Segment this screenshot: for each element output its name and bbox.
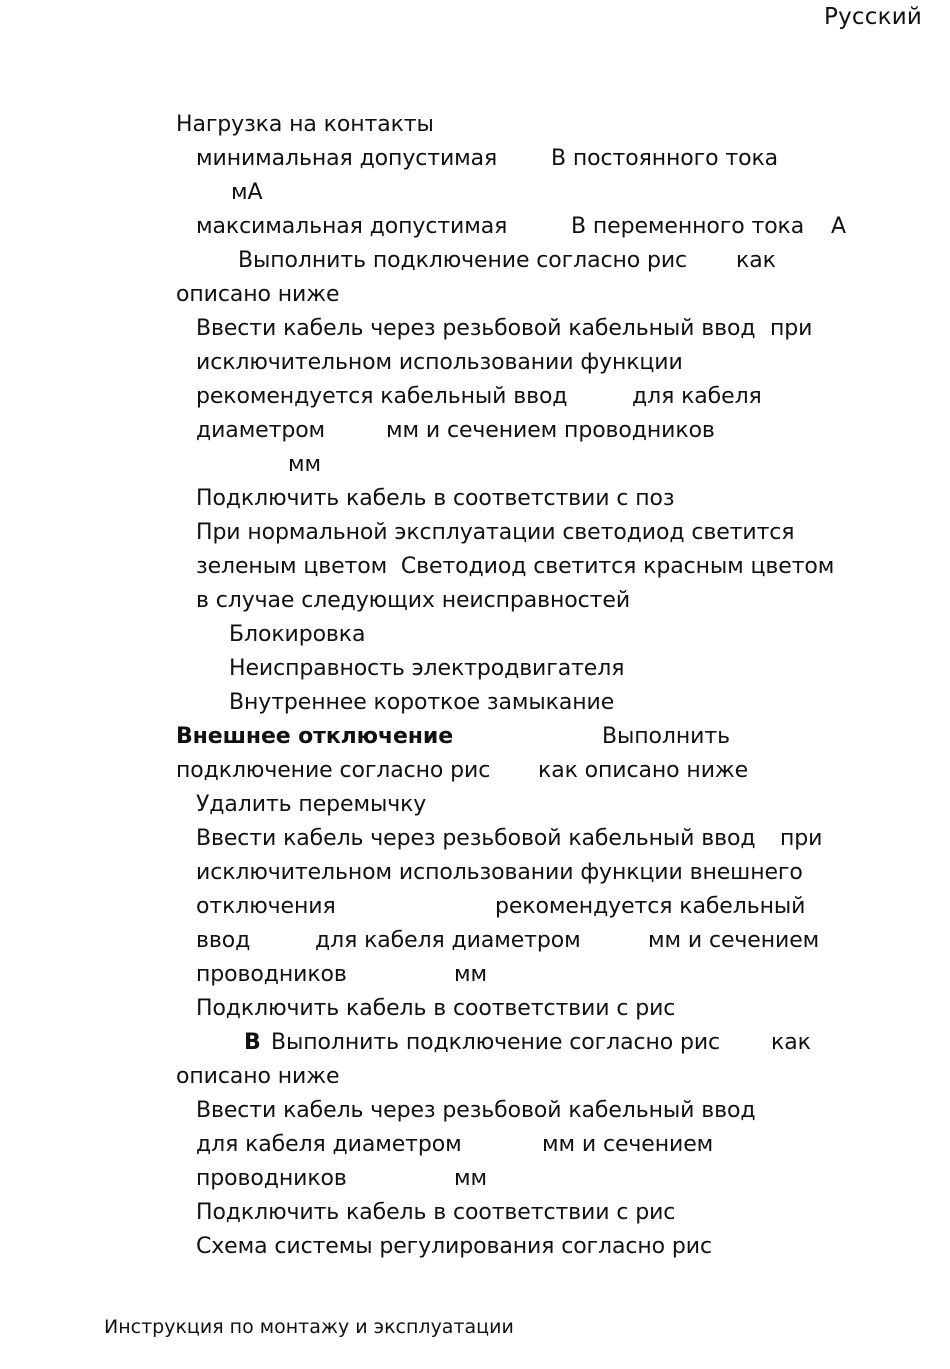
text-line: Выполнить подключение согласно рис	[271, 1030, 721, 1055]
text-line: описано ниже	[176, 1064, 340, 1089]
text-line: мм	[454, 962, 487, 987]
text-line: Ввести кабель через резьбовой кабельный ввод	[196, 316, 756, 341]
text-line: для кабеля диаметром	[196, 1132, 462, 1157]
text-line: отключения	[196, 894, 336, 919]
text-line: Подключить кабель в соответствии с рис	[196, 1200, 676, 1225]
text-line: исключительном использовании функции	[196, 350, 683, 375]
text-line: рекомендуется кабельный	[495, 894, 806, 919]
text-line: Подключить кабель в соответствии с поз	[196, 486, 675, 511]
section-letter: B	[244, 1030, 261, 1055]
text-line: мм и сечением	[648, 928, 820, 953]
text-line: В постоянного тока	[551, 146, 779, 171]
text-line: диаметром	[196, 418, 326, 443]
text-line: при	[780, 826, 823, 851]
text-line: описано ниже	[176, 282, 340, 307]
text-line: мм и сечением	[542, 1132, 714, 1157]
text-line: как	[771, 1030, 811, 1055]
footer-text: Инструкция по монтажу и эксплуатации	[104, 1316, 514, 1338]
text-line: Подключить кабель в соответствии с рис	[196, 996, 676, 1021]
list-item: Внутреннее короткое замыкание	[229, 690, 615, 715]
text-line: Нагрузка на контакты	[176, 112, 434, 137]
list-item: Блокировка	[229, 622, 366, 647]
list-item: Неисправность электродвигателя	[229, 656, 625, 681]
text-line: как	[736, 248, 776, 273]
text-line: в случае следующих неисправностей	[196, 588, 631, 613]
text-line: мм	[454, 1166, 487, 1191]
text-line: подключение согласно рис	[176, 758, 491, 783]
text-line: Ввести кабель через резьбовой кабельный ввод	[196, 826, 756, 851]
text-line: проводников	[196, 1166, 347, 1191]
text-line: Ввести кабель через резьбовой кабельный ввод	[196, 1098, 756, 1123]
text-line: для кабеля диаметром	[315, 928, 581, 953]
text-line: Удалить перемычку	[196, 792, 427, 817]
text-line: ввод	[196, 928, 251, 953]
text-line: мм и сечением проводников	[386, 418, 715, 443]
text-line: рекомендуется кабельный ввод	[196, 384, 568, 409]
language-label: Русский	[824, 4, 922, 30]
text-line: минимальная допустимая	[196, 146, 498, 171]
text-line: Выполнить подключение согласно рис	[238, 248, 688, 273]
text-line: Схема системы регулирования согласно рис	[196, 1234, 712, 1259]
text-line: исключительном использовании функции внешнего	[196, 860, 803, 885]
text-line: мм	[288, 452, 321, 477]
text-line: мА	[231, 180, 263, 205]
text-line: При нормальной эксплуатации светодиод светится	[196, 520, 795, 545]
text-line: для кабеля	[632, 384, 762, 409]
text-line: как описано ниже	[538, 758, 749, 783]
text-line: проводников	[196, 962, 347, 987]
text-line: В переменного тока	[571, 214, 805, 239]
text-line: зеленым цветом Светодиод светится красным цветом	[196, 554, 835, 579]
text-line: максимальная допустимая	[196, 214, 508, 239]
text-line: при	[770, 316, 813, 341]
text-line: А	[831, 214, 846, 239]
section-heading: Внешнее отключение	[176, 724, 454, 749]
text-line: Выполнить	[602, 724, 730, 749]
